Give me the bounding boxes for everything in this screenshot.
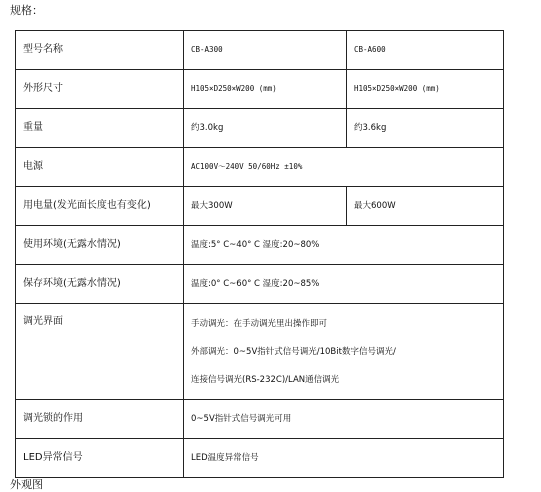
table-row [16, 70, 504, 109]
table-row [16, 31, 504, 70]
spec-table [15, 30, 504, 478]
row-label: LED异常信号 [16, 439, 184, 478]
row-value: AC100V～240V 50/60Hz ±10% [184, 148, 504, 187]
row-value: H105×D250×W200 (mm) [347, 70, 504, 109]
row-value-line: 连接信号调光(RS-232C)/LAN通信调光 [191, 374, 340, 385]
table-row [16, 109, 504, 148]
row-label: 重量 [16, 109, 184, 148]
table-row [16, 148, 504, 187]
row-value: 温度:0° C~60° C 湿度:20~85% [184, 265, 504, 304]
row-label: 调光界面 [16, 304, 184, 400]
row-label: 用电量(发光面长度也有变化) [16, 187, 184, 226]
section-heading: 规格： [10, 4, 43, 17]
row-label: 外形尺寸 [16, 70, 184, 109]
section-heading-appearance: 外观图 [10, 478, 43, 491]
table-row [16, 265, 504, 304]
row-label: 调光锁的作用 [16, 400, 184, 439]
row-value-line: 外部调光：0~5V指针式信号调光/10Bit数字信号调光/ [191, 346, 396, 357]
row-label: 保存环境(无露水情况) [16, 265, 184, 304]
row-label: 型号名称 [16, 31, 184, 70]
row-value: H105×D250×W200 (mm) [184, 70, 347, 109]
table-row [16, 304, 504, 400]
row-value: 约3.0kg [184, 109, 347, 148]
row-value: 最大600W [347, 187, 504, 226]
row-label: 电源 [16, 148, 184, 187]
row-value: CB-A300 [184, 31, 347, 70]
table-row [16, 226, 504, 265]
table-row [16, 439, 504, 478]
row-value-multiline [184, 304, 504, 400]
table-row [16, 400, 504, 439]
row-label: 使用环境(无露水情况) [16, 226, 184, 265]
table-row [16, 187, 504, 226]
row-value: 0~5V指针式信号调光可用 [184, 400, 504, 439]
row-value: 最大300W [184, 187, 347, 226]
row-value: CB-A600 [347, 31, 504, 70]
row-value: 温度:5° C~40° C 湿度:20~80% [184, 226, 504, 265]
row-value: 约3.6kg [347, 109, 504, 148]
row-value: LED温度异常信号 [184, 439, 504, 478]
row-value-line: 手动调光：在手动调光里出操作即可 [191, 318, 328, 329]
